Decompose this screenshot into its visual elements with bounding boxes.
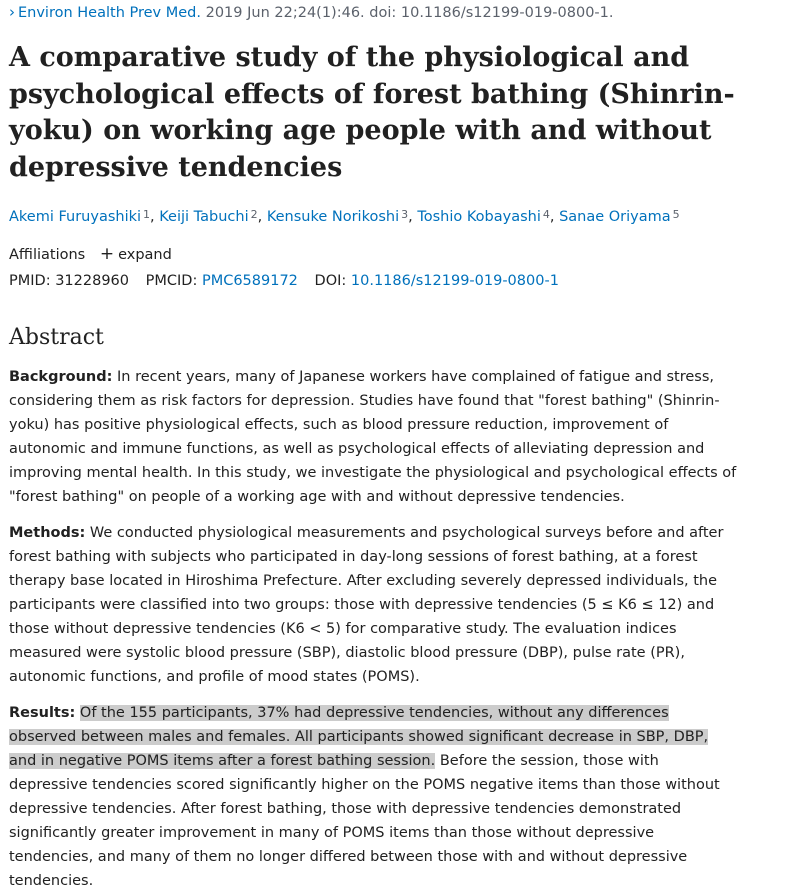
affiliations-row [9,242,172,267]
doi-link[interactable]: 10.1186/s12199-019-0800-1 [350,273,559,289]
author-link[interactable]: Sanae Oriyama [559,209,671,225]
author-affiliation-number[interactable]: 2 [250,208,258,221]
chevron-right-icon: › [9,3,15,21]
identifiers-row [9,269,559,293]
author-link[interactable]: Toshio Kobayashi [417,209,541,225]
affiliations-expand-button[interactable] [99,244,172,264]
author-link[interactable]: Keiji Tabuchi [159,209,249,225]
author-list: Akemi Furuyashiki $^1$, Keiji Tabuchi $^2$, Kensuke Norikoshi $^3$, Toshio Kobayashi $^4$, Sanae Oriyama $^5$ [9,208,680,225]
abstract-background [9,365,737,509]
highlighted-text: Of the 155 participants, 37% had depressive tendencies, without any differences observed between males and females. All participants showed significant decrease in SBP, DBP, and in negative POMS items after a forest bathing session. [9,705,709,769]
pmcid-label: PMCID: [145,273,198,289]
author-link[interactable]: Kensuke Norikoshi [266,209,400,225]
plus-icon: + [99,244,115,264]
abstract-results [9,701,737,893]
author-affiliation-number[interactable]: 4 [542,208,550,221]
abstract-heading: Abstract [9,325,104,350]
results-text: Before the session, those with depressive tendencies scored significantly higher on the POMS negative items than those without depressive tendencies. After forest bathing, those with depressive tendencies demonstrated significantly greater improvement in many of POMS items than those without depressive tendencies, and many of them no longer differed between those with and without depressive tendencies. [9,753,720,889]
background-text: In recent years, many of Japanese workers have complained of fatigue and stress, considering them as risk factors for depression. Studies have found that "forest bathing" (Shinrin-yoku) has positive physiological effects, such as blood pressure reduction, improvement of autonomic and immune functions, as well as psychological effects of alleviating depression and improving mental health. In this study, we investigate the physiological and psychological effects of "forest bathing" on people of a working age with and without depressive tendencies. [9,369,737,505]
author-affiliation-number[interactable]: 1 [143,208,151,221]
affiliations-label: Affiliations [9,247,86,263]
results-label: Results: [9,705,76,721]
author-affiliation-number[interactable]: 5 [672,208,680,221]
background-label: Background: [9,369,113,385]
methods-text: We conducted physiological measurements and psychological surveys before and after forest bathing with subjects who participated in day-long sessions of forest bathing, at a forest therapy base located in Hiroshima Prefecture. After excluding severely depressed individuals, the participants were classified into two groups: those with depressive tendencies (5 ≤ K6 ≤ 12) and those without depressive tendencies (K6 < 5) for comparative study. The evaluation indices measured were systolic blood pressure (SBP), diastolic blood pressure (DBP), pulse rate (PR), autonomic functions, and profile of mood states (POMS). [9,525,724,685]
pmcid-link[interactable]: PMC6589172 [201,273,298,289]
pmid-value: 31228960 [55,273,130,289]
doi-label: DOI: [314,273,347,289]
expand-label: expand [118,247,172,263]
abstract-methods [9,521,737,689]
article-title: A comparative study of the physiological and psychological effects of forest bathing (Shinrin-yoku) on working age people with and without depressive tendencies [9,42,735,183]
citation-line [9,1,614,24]
citation-details: 2019 Jun 22;24(1):46. doi: 10.1186/s12199-019-0800-1. [205,5,614,21]
author-affiliation-number[interactable]: 3 [401,208,409,221]
methods-label: Methods: [9,525,86,541]
author-link[interactable]: Akemi Furuyashiki [9,209,142,225]
pmid-label: PMID: [9,273,51,289]
journal-link[interactable]: Environ Health Prev Med. [18,5,201,21]
